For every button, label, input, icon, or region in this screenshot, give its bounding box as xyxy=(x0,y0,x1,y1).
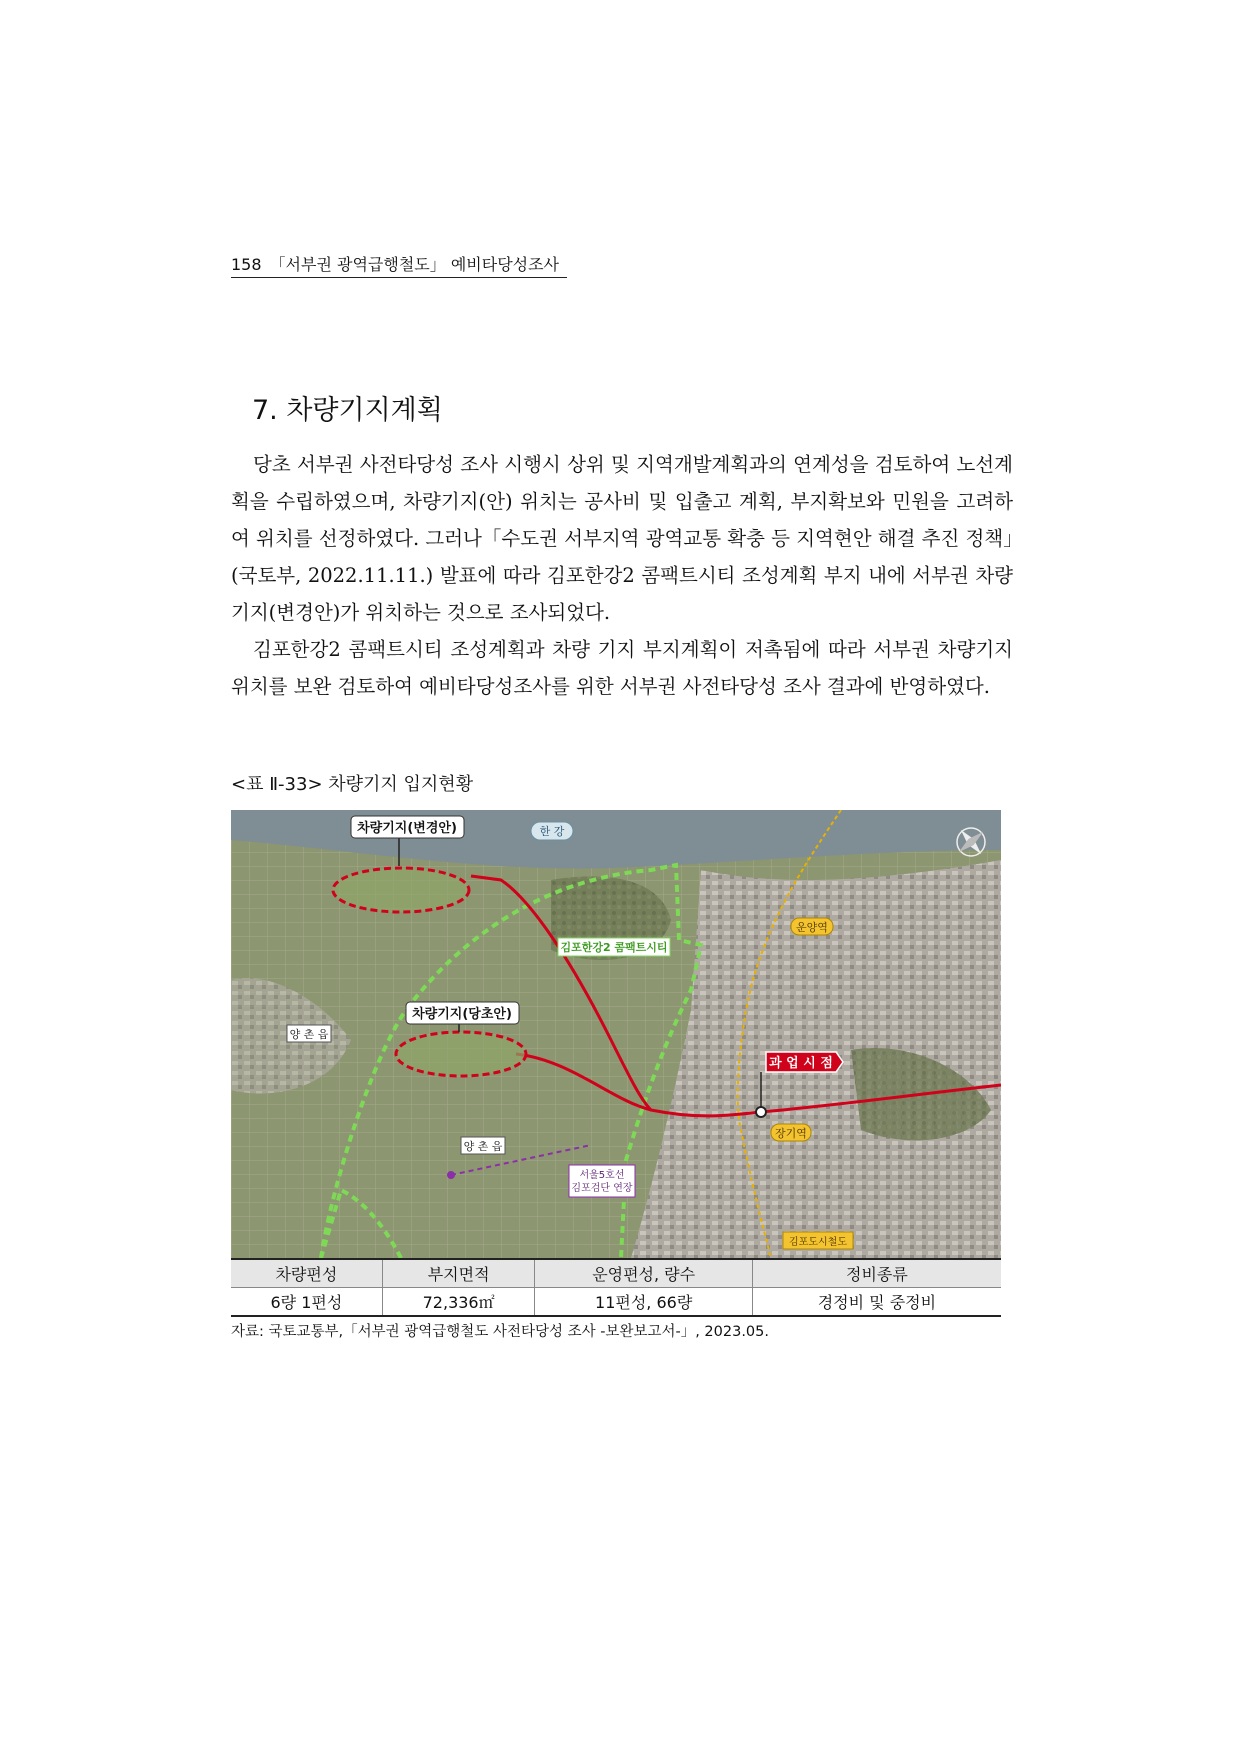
yangchon-center-label: 양 촌 읍 xyxy=(463,1140,503,1153)
page-header xyxy=(231,252,567,278)
table-header-cell: 운영편성, 량수 xyxy=(535,1259,752,1288)
figure-caption: <표 Ⅱ-33> 차량기지 입지현황 xyxy=(231,774,474,795)
table-header-row xyxy=(231,1259,1001,1288)
han-river-label: 한 강 xyxy=(539,825,565,838)
gimpo-goldline-label: 김포도시철도 xyxy=(789,1237,847,1248)
source-note: 자료: 국토교통부,「서부권 광역급행철도 사전타당성 조사 -보완보고서-」, 2023.05. xyxy=(231,1324,769,1340)
line5-label-1: 서울5호선 xyxy=(579,1170,625,1181)
line5-label-2: 김포검단 연장 xyxy=(571,1183,633,1194)
yangchon-west-label: 양 촌 읍 xyxy=(289,1028,329,1041)
depot-info-table xyxy=(231,1258,1001,1317)
compact-city-label: 김포한강2 콤팩트시티 xyxy=(560,941,668,954)
paragraph-2: 김포한강2 콤팩트시티 조성계획과 차량 기지 부지계획이 저촉됨에 따라 서부권 차량기지 위치를 보완 검토하여 예비타당성조사를 위한 서부권 사전타당성 조사 결과에 반영하였다. xyxy=(231,638,1013,698)
table-header-cell: 부지면적 xyxy=(382,1259,535,1288)
document-title: 「서부권 광역급행철도」 예비타당성조사 xyxy=(269,255,560,274)
paragraph-1: 당초 서부권 사전타당성 조사 시행시 상위 및 지역개발계획과의 연계성을 검토하여 노선계획을 수립하였으며, 차량기지(안) 위치는 공사비 및 입출고 계획, 부지확보와 민원을 고려하여 위치를 선정하였다. 그러나「수도권 서부지역 광역교통 확충 등 지역현안 해결 추진 정책」(국토부, 2022.11.11.) 발표에 따라 김포한강2 콤팩트시티 조성계획 부지 내에 서부권 차량기지(변경안)가 위치하는 것으로 조사되었다. xyxy=(231,453,1013,624)
depot-location-map xyxy=(231,810,1001,1258)
table-header-cell: 정비종류 xyxy=(752,1259,1001,1288)
depot-changed-label: 차량기지(변경안) xyxy=(357,821,457,836)
body-text xyxy=(231,446,1013,705)
table-cell: 11편성, 66량 xyxy=(535,1288,752,1317)
table-cell: 72,336㎡ xyxy=(382,1288,535,1317)
table-header-cell: 차량편성 xyxy=(231,1259,382,1288)
depot-original-label: 차량기지(당초안) xyxy=(412,1007,512,1022)
unyang-station-label: 운양역 xyxy=(796,921,828,934)
depot-changed-area xyxy=(333,868,469,912)
page-number: 158 xyxy=(231,255,262,274)
table-row xyxy=(231,1288,1001,1317)
depot-original-area xyxy=(396,1032,526,1076)
janggi-station-label: 장기역 xyxy=(775,1127,807,1140)
start-point-label: 과 업 시 점 xyxy=(769,1056,833,1071)
table-cell: 6량 1편성 xyxy=(231,1288,382,1317)
janggi-station-marker xyxy=(756,1107,766,1117)
section-title: 7. 차량기지계획 xyxy=(252,395,443,426)
line5-endpoint xyxy=(447,1171,455,1179)
table-cell: 경정비 및 중정비 xyxy=(752,1288,1001,1317)
